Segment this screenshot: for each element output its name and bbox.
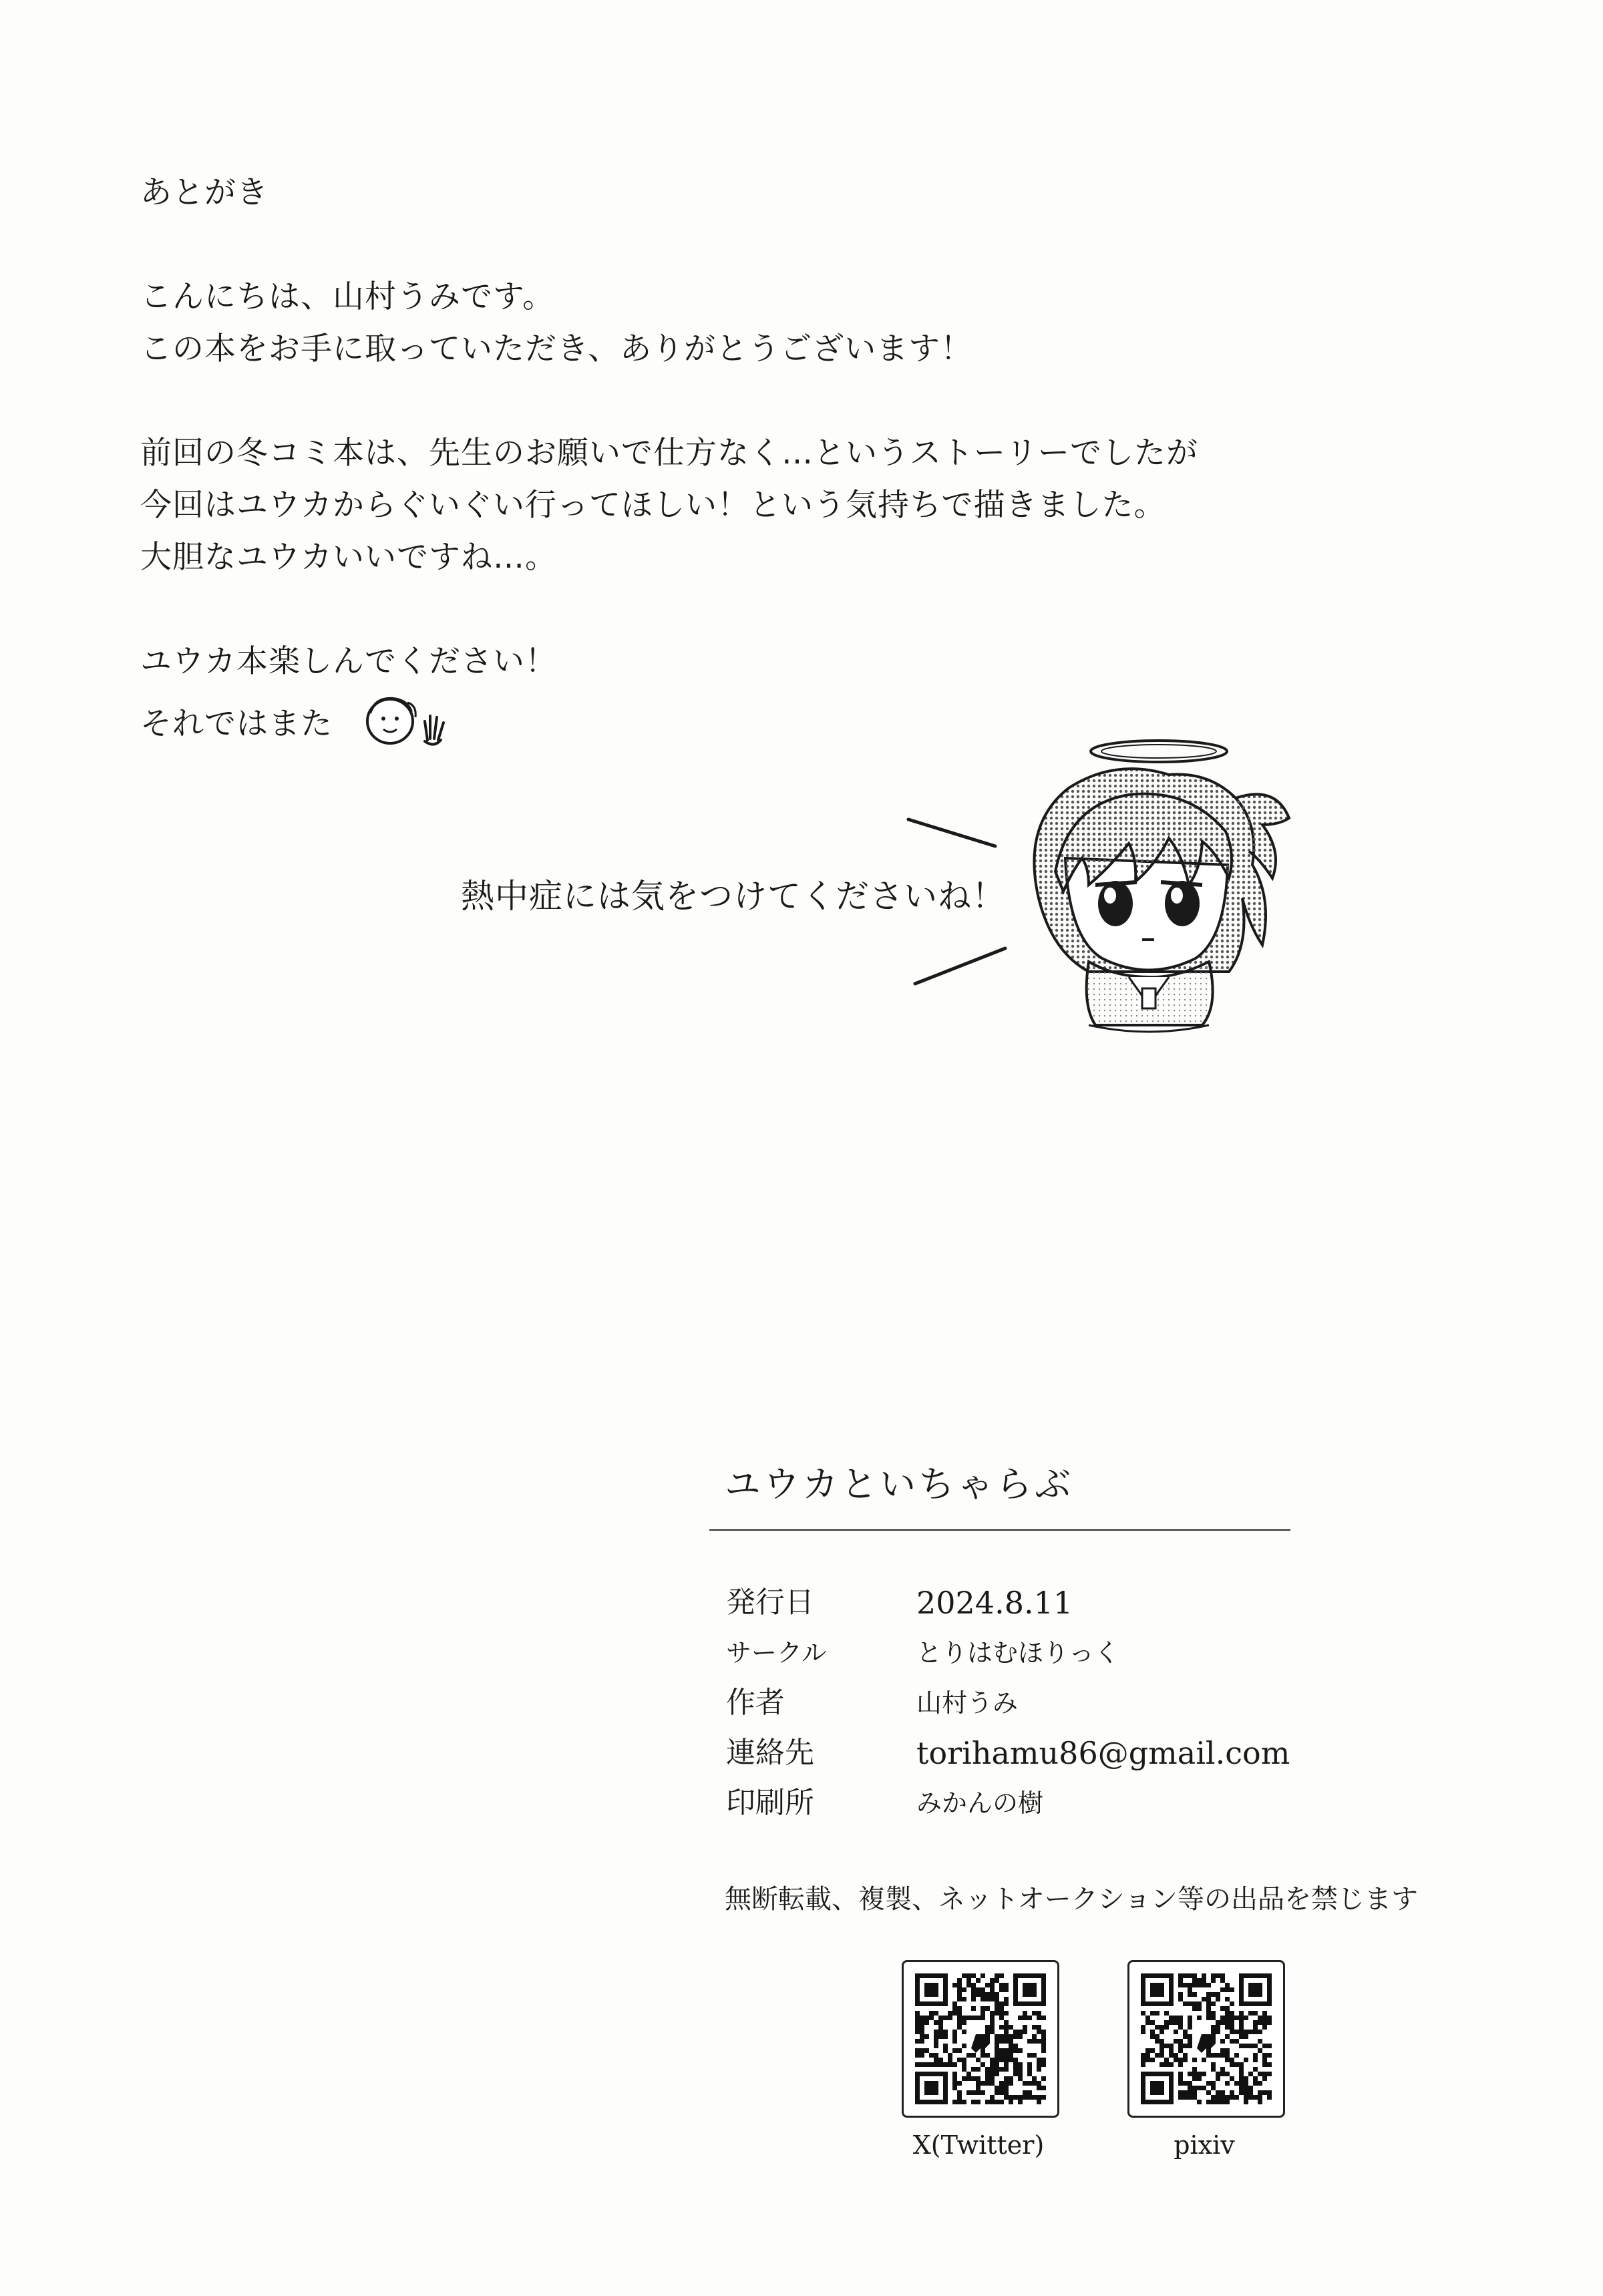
colophon-value: みかんの樹 <box>916 1788 1044 1818</box>
colophon-label: 発行日 <box>726 1585 814 1619</box>
afterword <box>140 167 1343 743</box>
qr-code-x[interactable] <box>902 1960 1059 2118</box>
afterword-line: 大胆なユウカいいですね…。 <box>140 539 557 576</box>
speech-text: 熱中症には気をつけてくださいね！ <box>461 877 1006 916</box>
qr-pattern-icon <box>1141 1973 1272 2104</box>
afterword-line: 今回はユウカからぐいぐい行ってほしい！という気持ちで描きました。 <box>140 487 1166 524</box>
copyright-notice: 無断転載、複製、ネットオークション等の出品を禁じます <box>725 1884 1418 1915</box>
colophon-value: 山村うみ <box>916 1688 1019 1718</box>
colophon-label: 連絡先 <box>726 1736 814 1770</box>
colophon-label: サークル <box>726 1638 827 1668</box>
qr-code-pixiv[interactable] <box>1127 1960 1285 2118</box>
colophon-value: torihamu86@gmail.com <box>916 1735 1290 1771</box>
afterword-heading: あとがき <box>140 174 269 211</box>
qr-pattern-icon <box>915 1973 1046 2104</box>
book-title: ユウカといちゃらぶ <box>725 1463 1073 1505</box>
qr-caption-x: X(Twitter) <box>912 2130 1045 2160</box>
afterword-closing-text: それではまた <box>140 705 333 743</box>
chibi-character-illustration <box>888 725 1302 1048</box>
author-face-doodle-icon <box>355 688 456 764</box>
afterword-line: ユウカ本楽しんでください！ <box>140 643 557 680</box>
colophon-label: 作者 <box>726 1686 785 1720</box>
colophon-value: とりはむほりっく <box>916 1638 1120 1668</box>
colophon-value: 2024.8.11 <box>916 1585 1073 1621</box>
title-divider <box>709 1529 1290 1531</box>
colophon-label: 印刷所 <box>726 1786 814 1820</box>
afterword-line: こんにちは、山村うみです。 <box>140 278 555 315</box>
afterword-line: この本をお手に取っていただき、ありがとうございます！ <box>140 331 973 367</box>
qr-caption-pixiv: pixiv <box>1174 2130 1235 2160</box>
afterword-line: 前回の冬コミ本は、先生のお願いで仕方なく…というストーリーでしたが <box>140 435 1198 471</box>
